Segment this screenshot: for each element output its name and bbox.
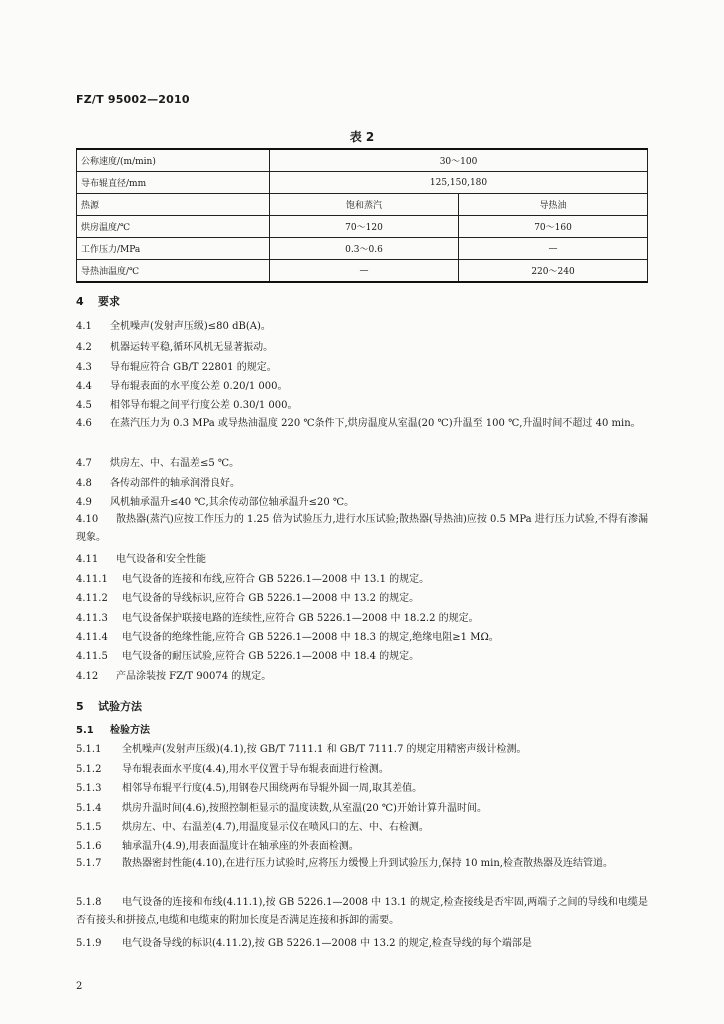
table-row	[77, 172, 648, 194]
clause-number: 4.6	[76, 418, 92, 429]
clause-number: 4.11.4	[76, 632, 108, 643]
table-row	[77, 216, 648, 238]
clause-number: 4.5	[76, 400, 92, 411]
clause	[76, 399, 648, 413]
table-title: 表 2	[349, 130, 375, 144]
table-row	[77, 149, 648, 172]
clause-text: 电气设备的耐压试验,应符合 GB 5226.1—2008 中 18.4 的规定。	[122, 651, 420, 662]
clause-number: 4.11.5	[76, 651, 108, 662]
clause	[76, 763, 648, 777]
clause-number: 5.1	[76, 725, 94, 736]
clause-text: 烘房左、中、右温差≤5 ℃。	[110, 458, 240, 469]
row-label: 工作压力/MPa	[77, 238, 270, 260]
clause	[76, 802, 648, 816]
row-value: 饱和蒸汽	[270, 194, 459, 216]
row-value: 70～160	[459, 216, 648, 238]
clause-text: 电气设备的连接和布线(4.11.1),按 GB 5226.1—2008 中 13.1 的规定,检查接线是否牢固,两端子之间的导线和电缆是否有接头和拼接点,电缆和电缆束的附加长度是否满足连接和拆卸的需要。	[76, 897, 648, 926]
clause-number: 4.2	[76, 342, 92, 353]
section-number: 5	[76, 700, 84, 713]
clause-number: 5.1.7	[76, 858, 102, 869]
row-value: 220～240	[459, 260, 648, 283]
clause-number: 5.1.1	[76, 744, 102, 755]
clause-text: 在蒸汽压力为 0.3 MPa 或导热油温度 220 ℃条件下,烘房温度从室温(20 ℃)升温至 100 ℃,升温时间不超过 40 min。	[110, 418, 641, 429]
clause	[76, 855, 648, 873]
clause-number: 4.11.1	[76, 574, 108, 585]
clause-number: 5.1.4	[76, 803, 102, 814]
row-value: 0.3～0.6	[270, 238, 459, 260]
row-value: 125,150,180	[270, 172, 648, 194]
clause-number: 4.8	[76, 478, 92, 489]
clause-number: 4.4	[76, 381, 92, 392]
clause	[76, 592, 648, 606]
clause-number: 4.11.3	[76, 613, 108, 624]
clause-text: 相邻导布辊平行度(4.5),用钢卷尺围绕两布导辊外圆一周,取其差值。	[122, 783, 423, 794]
clause	[76, 631, 648, 645]
table-row	[77, 194, 648, 216]
clause-text: 散热器(蒸汽)应按工作压力的 1.25 倍为试验压力,进行水压试验;散热器(导热油)应按 0.5 MPa 进行压力试验,不得有渗漏现象。	[76, 514, 648, 543]
clause	[76, 477, 648, 491]
clause-text: 风机轴承温升≤40 ℃,其余传动部位轴承温升≤20 ℃。	[110, 497, 355, 508]
clause-text: 导布辊表面水平度(4.4),用水平仪置于导布辊表面进行检测。	[122, 764, 389, 775]
clause	[76, 380, 648, 394]
table-row	[77, 238, 648, 260]
clause	[76, 457, 648, 471]
clause	[76, 650, 648, 664]
clause-text: 电气设备的导线标识,应符合 GB 5226.1—2008 中 13.2 的规定。	[122, 593, 420, 604]
section-number: 4	[76, 295, 84, 308]
row-label: 公称速度/(m/min)	[77, 149, 270, 172]
clause	[76, 840, 648, 854]
row-value: 30～100	[270, 149, 648, 172]
clause	[76, 724, 648, 738]
clause	[76, 612, 648, 626]
clause-text: 导布辊应符合 GB/T 22801 的规定。	[110, 362, 277, 373]
clause-number: 4.7	[76, 458, 92, 469]
clause-number: 5.1.8	[76, 897, 102, 908]
clause	[76, 415, 648, 433]
clause	[76, 496, 648, 510]
section-title: 要求	[98, 295, 120, 308]
row-label: 烘房温度/℃	[77, 216, 270, 238]
clause-text: 电气设备的连接和布线,应符合 GB 5226.1—2008 中 13.1 的规定。	[122, 574, 430, 585]
section-heading	[76, 698, 142, 714]
clause-number: 4.12	[76, 671, 99, 682]
row-value: 导热油	[459, 194, 648, 216]
clause-text: 检验方法	[110, 725, 150, 736]
clause-number: 5.1.5	[76, 822, 102, 833]
row-label: 导布辊直径/mm	[77, 172, 270, 194]
clause-number: 5.1.3	[76, 783, 102, 794]
clause-number: 4.11.2	[76, 593, 108, 604]
clause-number: 5.1.6	[76, 841, 102, 852]
clause-text: 导布辊表面的水平度公差 0.20/1 000。	[110, 381, 288, 392]
table-row	[77, 260, 648, 283]
clause-text: 相邻导布辊之间平行度公差 0.30/1 000。	[110, 400, 298, 411]
clause	[76, 361, 648, 375]
clause-text: 轴承温升(4.9),用表面温度计在轴承座的外表面检测。	[122, 841, 359, 852]
clause	[76, 821, 648, 835]
row-value: —	[459, 238, 648, 260]
clause-number: 4.3	[76, 362, 92, 373]
clause-text: 各传动部件的轴承润滑良好。	[110, 478, 240, 489]
clause-text: 电气设备的绝缘性能,应符合 GB 5226.1—2008 中 18.3 的规定,绝缘电阻≥1 MΩ。	[122, 632, 499, 643]
clause-text: 电气设备导线的标识(4.11.2),按 GB 5226.1—2008 中 13.2 的规定,检查导线的每个端部是	[122, 938, 532, 949]
clause	[76, 782, 648, 796]
row-value: —	[270, 260, 459, 283]
page-number: 2	[76, 981, 83, 992]
clause-text: 机器运转平稳,循环风机无显著振动。	[110, 342, 274, 353]
clause	[76, 511, 648, 547]
clause-number: 4.10	[76, 514, 99, 525]
clause	[76, 743, 648, 757]
row-label: 导热油温度/℃	[77, 260, 270, 283]
section-heading	[76, 293, 120, 309]
clause-text: 烘房升温时间(4.6),按照控制柜显示的温度读数,从室温(20 ℃)开始计算升温时间。	[122, 803, 487, 814]
row-label: 热源	[77, 194, 270, 216]
clause-text: 烘房左、中、右温差(4.7),用温度显示仪在喷风口的左、中、右检测。	[122, 822, 429, 833]
clause	[76, 937, 648, 951]
clause-text: 电气设备保护联接电路的连续性,应符合 GB 5226.1—2008 中 18.2.2 的规定。	[122, 613, 479, 624]
clause	[76, 670, 648, 684]
row-value: 70～120	[270, 216, 459, 238]
section-title: 试验方法	[98, 700, 142, 713]
clause-text: 散热器密封性能(4.10),在进行压力试验时,应将压力缓慢上升到试验压力,保持 10 min,检查散热器及连结管道。	[122, 858, 613, 869]
clause-text: 全机噪声(发射声压级)≤80 dB(A)。	[110, 321, 271, 332]
clause	[76, 341, 648, 355]
clause	[76, 553, 648, 567]
clause-text: 全机噪声(发射声压级)(4.1),按 GB/T 7111.1 和 GB/T 7111.7 的规定用精密声级计检测。	[122, 744, 527, 755]
clause-text: 电气设备和安全性能	[116, 554, 206, 565]
clause-number: 5.1.2	[76, 764, 102, 775]
clause	[76, 894, 648, 930]
clause-number: 4.1	[76, 321, 92, 332]
standard-code: FZ/T 95002—2010	[76, 93, 190, 106]
clause	[76, 320, 648, 334]
clause-number: 5.1.9	[76, 938, 102, 949]
clause-number: 4.11	[76, 554, 99, 565]
clause-text: 产品涂装按 FZ/T 90074 的规定。	[116, 671, 272, 682]
clause	[76, 573, 648, 587]
spec-table	[76, 148, 648, 283]
clause-number: 4.9	[76, 497, 92, 508]
